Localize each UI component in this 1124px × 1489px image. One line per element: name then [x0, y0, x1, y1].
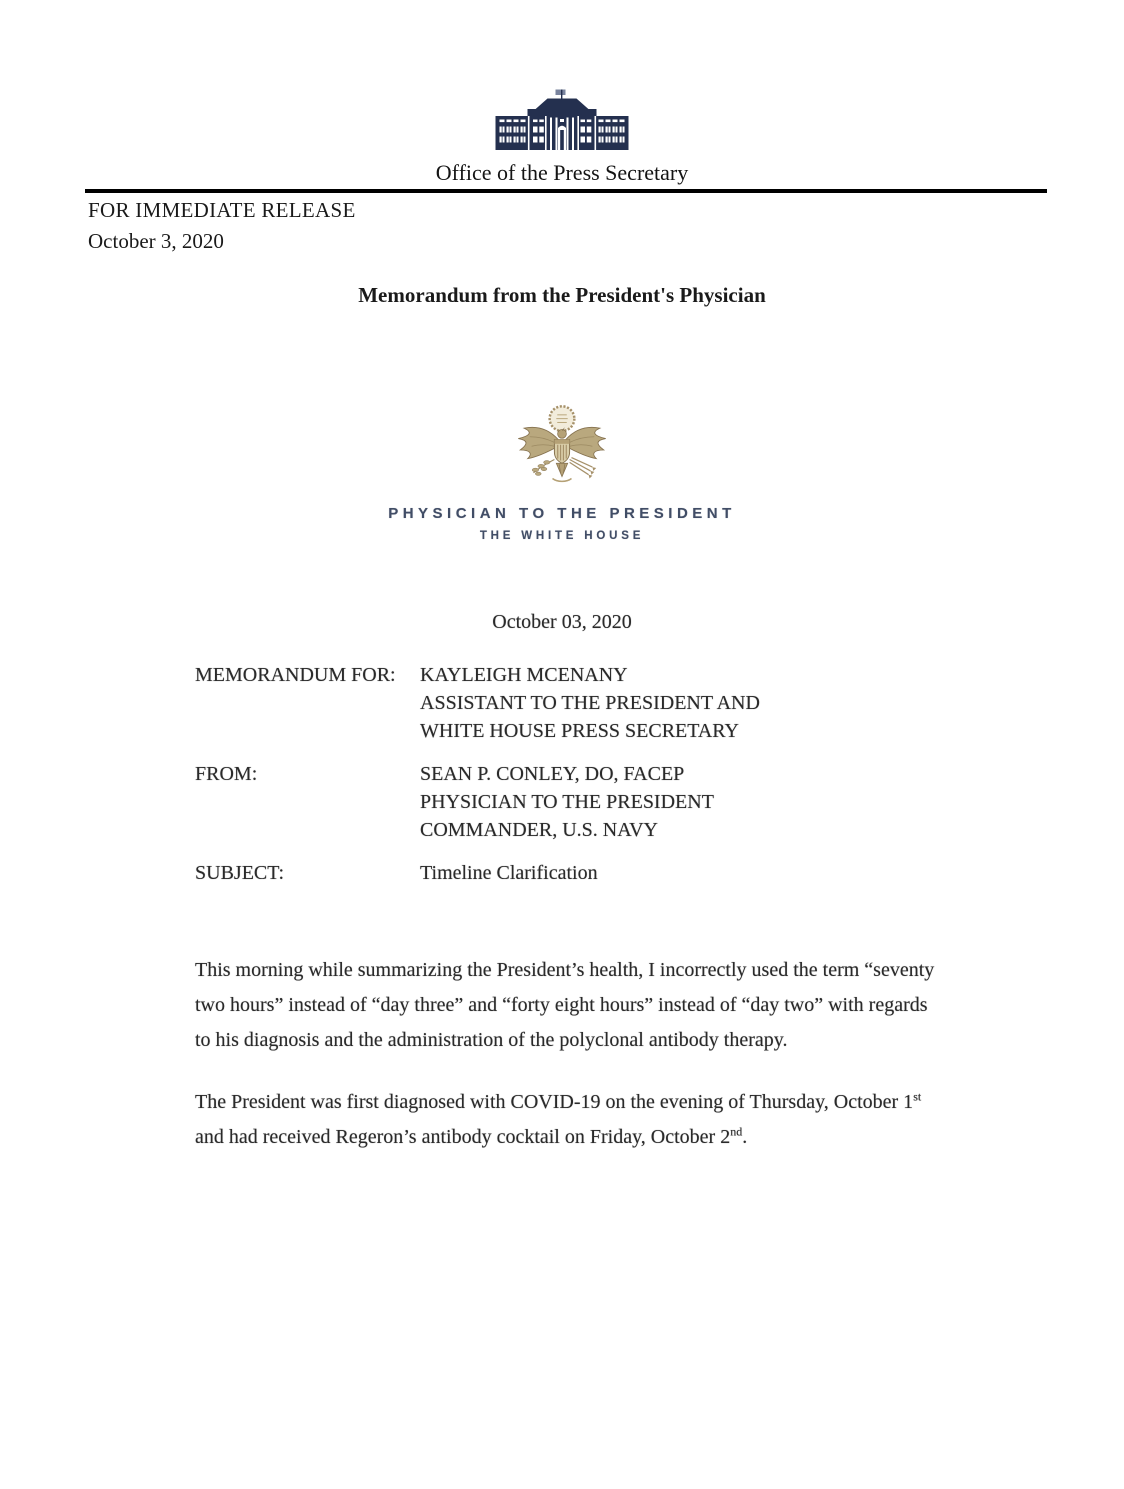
field-value	[420, 760, 940, 844]
ordinal-suffix: st	[913, 1089, 922, 1104]
field-value-line: Timeline Clarification	[420, 862, 598, 884]
field-label: SUBJECT:	[195, 862, 285, 884]
presidential-eagle-seal-icon	[0, 402, 1124, 503]
memo-paragraph-1: This morning while summarizing the President’s health, I incorrectly used the term “seventy two hours” instead of “day three” and “forty eight hours” instead of “day two” with regards to his diagnosis and the administration of the polyclonal antibody therapy.	[195, 959, 935, 1051]
field-value-line: WHITE HOUSE PRESS SECRETARY	[420, 720, 739, 742]
paragraph-2-text: The President was first diagnosed with COVID-19 on the evening of Thursday, October 1	[195, 1091, 914, 1113]
white-house-logo-icon	[0, 88, 1124, 157]
release-line: FOR IMMEDIATE RELEASE	[88, 198, 356, 222]
memo-field-from	[195, 760, 940, 844]
memo-field-memorandum-for	[195, 661, 940, 745]
memo-field-subject	[195, 859, 940, 887]
memo-paragraph-2	[195, 1085, 940, 1155]
memo-body	[195, 953, 940, 1182]
field-value	[420, 859, 940, 887]
memo-date: October 03, 2020	[492, 611, 632, 633]
paragraph-2-text: and had received Regeron’s antibody cocktail on Friday, October 2	[195, 1126, 731, 1148]
field-label: FROM:	[195, 763, 258, 785]
release-date: October 3, 2020	[88, 229, 224, 253]
field-value-line: PHYSICIAN TO THE PRESIDENT	[420, 791, 714, 813]
letterhead-line2: THE WHITE HOUSE	[479, 530, 645, 542]
field-label: MEMORANDUM FOR:	[195, 664, 396, 686]
ordinal-suffix: nd	[730, 1124, 743, 1139]
office-line: Office of the Press Secretary	[435, 160, 689, 185]
letterhead-line1: PHYSICIAN TO THE PRESIDENT	[388, 505, 736, 522]
paragraph-2-text: .	[742, 1126, 748, 1148]
page-title: Memorandum from the President's Physician	[358, 283, 766, 307]
memo-fields	[195, 661, 940, 902]
field-value	[420, 661, 940, 745]
field-value-line: COMMANDER, U.S. NAVY	[420, 819, 658, 841]
field-value-line: ASSISTANT TO THE PRESIDENT AND	[420, 692, 760, 714]
header-rule	[85, 189, 1047, 193]
field-value-line: KAYLEIGH MCENANY	[420, 664, 628, 686]
field-value-line: SEAN P. CONLEY, DO, FACEP	[420, 763, 685, 785]
